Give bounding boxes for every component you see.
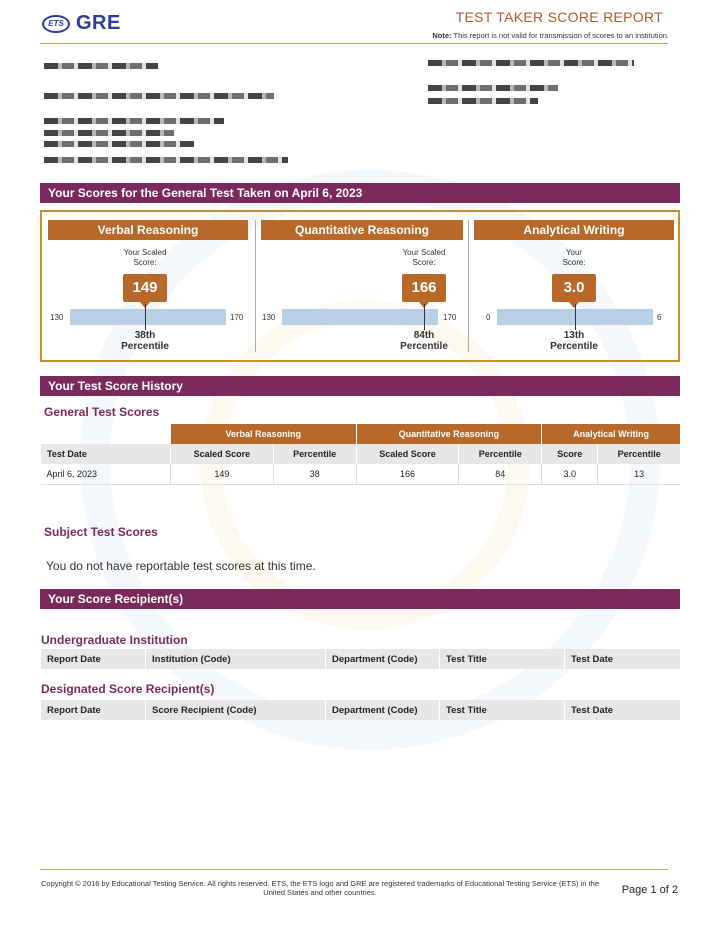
page-number: Page 1 of 2	[621, 884, 678, 896]
col-department: Department (Code)	[326, 700, 440, 720]
designated-title: Designated Score Recipient(s)	[41, 682, 215, 696]
note-label: Note:	[432, 31, 452, 40]
writing-percentile: 13th Percentile	[550, 330, 598, 352]
verbal-heading: Verbal Reasoning	[48, 220, 248, 240]
col-report-date: Report Date	[41, 649, 146, 669]
report-title: TEST TAKER SCORE REPORT	[455, 9, 663, 25]
note-text: This report is not valid for transmission of scores to an institution.	[453, 31, 669, 40]
col-quant-percentile: Percentile	[459, 444, 542, 464]
writing-scale-max: 6	[657, 313, 662, 322]
quant-heading: Quantitative Reasoning	[261, 220, 463, 240]
verbal-score-badge: 149	[123, 274, 167, 302]
col-quant-scaled: Scaled Score	[356, 444, 459, 464]
col-writing-percentile: Percentile	[598, 444, 680, 464]
verbal-scale-marker	[145, 304, 146, 330]
col-writing-score: Score	[542, 444, 598, 464]
scores-panel	[40, 210, 680, 362]
writing-heading: Analytical Writing	[474, 220, 674, 240]
col-test-title: Test Title	[440, 700, 565, 720]
col-department: Department (Code)	[326, 649, 440, 669]
history-table	[40, 424, 680, 485]
verbal-score-column	[42, 212, 255, 360]
ets-logo: ETS	[42, 15, 70, 33]
copyright-text: Copyright © 2016 by Educational Testing Service. All rights reserved. ETS, the ETS logo and GRE are registered trademarks of Educational Testing Service (ETS) in the United States and other countries.	[40, 879, 600, 897]
group-writing: Analytical Writing	[542, 424, 680, 444]
col-test-title: Test Title	[440, 649, 565, 669]
table-row: April 6, 2023 149 38 166 84 3.0 13	[41, 464, 681, 484]
writing-scale-marker	[575, 304, 576, 330]
verbal-scale-bar	[70, 309, 226, 325]
quant-score-badge: 166	[402, 274, 446, 302]
writing-scaled-label: Your Score:	[562, 248, 586, 267]
header-divider	[40, 43, 668, 44]
col-verbal-scaled: Scaled Score	[171, 444, 274, 464]
subject-test-title: Subject Test Scores	[44, 525, 158, 539]
group-quant: Quantitative Reasoning	[356, 424, 542, 444]
general-test-title: General Test Scores	[44, 405, 160, 419]
group-verbal: Verbal Reasoning	[171, 424, 357, 444]
verbal-scale-max: 170	[230, 313, 244, 322]
col-institution: Institution (Code)	[146, 649, 326, 669]
quant-scale-max: 170	[443, 313, 457, 322]
verbal-percentile: 38th Percentile	[121, 330, 169, 352]
writing-pointer	[569, 302, 579, 308]
scores-section-bar: Your Scores for the General Test Taken on April 6, 2023	[40, 183, 680, 203]
quant-percentile: 84th Percentile	[400, 330, 448, 352]
col-score-recipient: Score Recipient (Code)	[146, 700, 326, 720]
subject-scores-message: You do not have reportable test scores at this time.	[46, 559, 316, 573]
gre-wordmark: GRE	[76, 12, 121, 34]
quant-score-column	[256, 212, 468, 360]
footer-divider	[40, 869, 668, 870]
col-test-date: Test Date	[565, 700, 681, 720]
report-note	[432, 31, 669, 40]
col-verbal-percentile: Percentile	[273, 444, 356, 464]
designated-table	[40, 700, 680, 720]
writing-scale-min: 0	[486, 313, 491, 322]
history-section-bar: Your Test Score History	[40, 376, 680, 396]
undergrad-table	[40, 649, 680, 669]
recipients-section-bar: Your Score Recipient(s)	[40, 589, 680, 609]
col-test-date: Test Date	[565, 649, 681, 669]
quant-scale-bar	[282, 309, 438, 325]
quant-scale-min: 130	[262, 313, 276, 322]
quant-scaled-label: Your Scaled Score:	[402, 248, 446, 267]
writing-score-column	[469, 212, 678, 360]
quant-scale-marker	[424, 304, 425, 330]
writing-score-badge: 3.0	[552, 274, 596, 302]
report-header	[0, 0, 727, 48]
gre-logo	[42, 12, 121, 35]
verbal-scaled-label: Your Scaled Score:	[123, 248, 167, 267]
col-test-date: Test Date	[41, 444, 171, 464]
verbal-scale-min: 130	[50, 313, 64, 322]
undergrad-title: Undergraduate Institution	[41, 633, 188, 647]
col-report-date: Report Date	[41, 700, 146, 720]
